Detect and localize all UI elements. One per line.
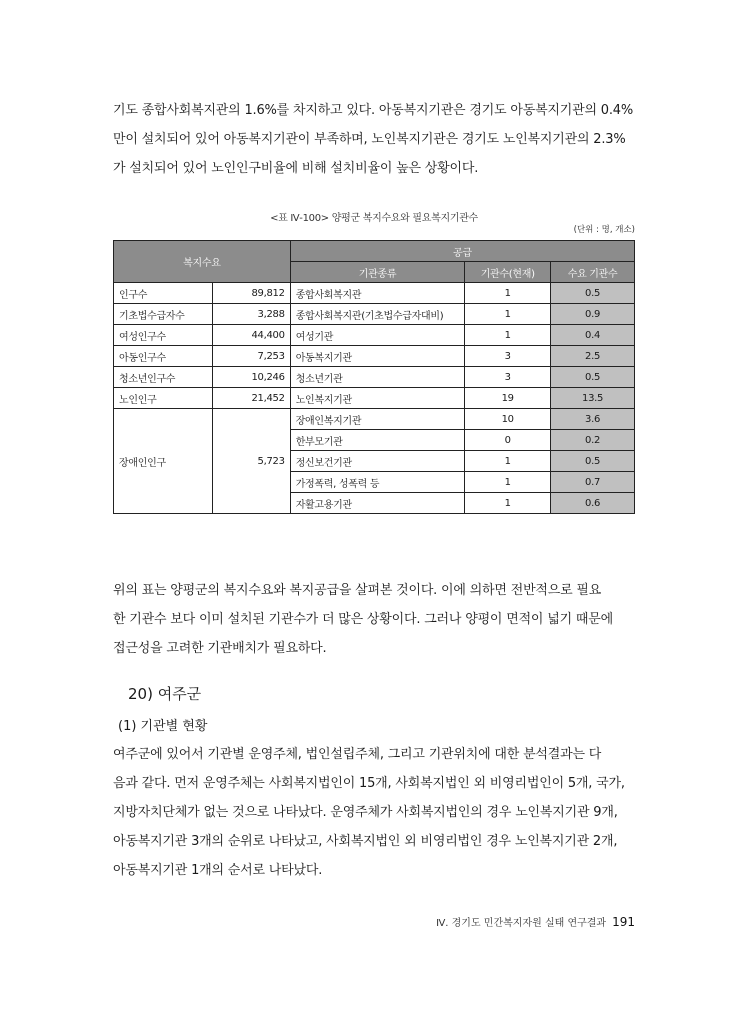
section-title: 20) 여주군 bbox=[128, 685, 202, 703]
intro-paragraph bbox=[113, 96, 635, 183]
text-line: 아동복지기관 1개의 순서로 나타났다. bbox=[113, 863, 323, 878]
population-cell: 44,400 bbox=[212, 325, 290, 346]
table-row bbox=[114, 325, 635, 346]
header-type: 기관종류 bbox=[290, 262, 465, 283]
text-line: 한 기관수 보다 이미 설치된 기관수가 더 많은 상황이다. 그러나 양평이 면적이 넓기 때문에 bbox=[113, 612, 613, 627]
current-count-cell: 1 bbox=[465, 493, 551, 514]
table-caption: <표 Ⅳ-100> 양평군 복지수요와 필요복지기관수 bbox=[270, 213, 478, 224]
subsection-title: (1) 기관별 현황 bbox=[118, 719, 208, 734]
institution-type-cell: 장애인복지기관 bbox=[290, 409, 465, 430]
current-count-cell: 1 bbox=[465, 283, 551, 304]
current-count-cell: 3 bbox=[465, 367, 551, 388]
population-cell: 10,246 bbox=[212, 367, 290, 388]
table-row bbox=[114, 367, 635, 388]
table-row bbox=[114, 304, 635, 325]
current-count-cell: 0 bbox=[465, 430, 551, 451]
header-demand: 복지수요 bbox=[114, 241, 291, 283]
text-line: 지방자치단체가 없는 것으로 나타났다. 운영주체가 사회복지법인의 경우 노인복지기관 9개, bbox=[113, 805, 618, 820]
text-line: 위의 표는 양평군의 복지수요와 복지공급을 살펴본 것이다. 이에 의하면 전반적으로 필요 bbox=[113, 583, 602, 598]
needed-count-cell: 0.2 bbox=[551, 430, 635, 451]
table-row bbox=[114, 409, 635, 430]
text-line: 가 설치되어 있어 노인인구비율에 비해 설치비율이 높은 상황이다. bbox=[113, 161, 479, 176]
institution-type-cell: 아동복지기관 bbox=[290, 346, 465, 367]
needed-count-cell: 0.4 bbox=[551, 325, 635, 346]
demand-cell: 인구수 bbox=[114, 283, 213, 304]
text-line: 만이 설치되어 있어 아동복지기관이 부족하며, 노인복지기관은 경기도 노인복지기관의 2.3% bbox=[113, 132, 626, 147]
header-need: 수요 기관수 bbox=[551, 262, 635, 283]
population-cell: 5,723 bbox=[212, 409, 290, 514]
current-count-cell: 10 bbox=[465, 409, 551, 430]
institution-type-cell: 정신보건기관 bbox=[290, 451, 465, 472]
current-count-cell: 1 bbox=[465, 304, 551, 325]
needed-count-cell: 3.6 bbox=[551, 409, 635, 430]
text-line: 음과 같다. 먼저 운영주체는 사회복지법인이 15개, 사회복지법인 외 비영리법인이 5개, 국가, bbox=[113, 776, 625, 791]
table-row bbox=[114, 346, 635, 367]
current-count-cell: 1 bbox=[465, 325, 551, 346]
institution-type-cell: 자활고용기관 bbox=[290, 493, 465, 514]
needed-count-cell: 0.5 bbox=[551, 367, 635, 388]
institution-type-cell: 여성기관 bbox=[290, 325, 465, 346]
page-number: 191 bbox=[612, 915, 635, 929]
header-supply: 공급 bbox=[290, 241, 634, 262]
text-line: 여주군에 있어서 기관별 운영주체, 법인설립주체, 그리고 기관위치에 대한 분석결과는 다 bbox=[113, 747, 602, 762]
demand-cell: 청소년인구수 bbox=[114, 367, 213, 388]
population-cell: 7,253 bbox=[212, 346, 290, 367]
population-cell: 89,812 bbox=[212, 283, 290, 304]
text-line: 접근성을 고려한 기관배치가 필요하다. bbox=[113, 641, 327, 656]
analysis-paragraph bbox=[113, 740, 635, 885]
needed-count-cell: 0.6 bbox=[551, 493, 635, 514]
demand-cell: 장애인인구 bbox=[114, 409, 213, 514]
institution-type-cell: 종합사회복지관(기초법수급자대비) bbox=[290, 304, 465, 325]
demand-cell: 아동인구수 bbox=[114, 346, 213, 367]
text-line: 기도 종합사회복지관의 1.6%를 차지하고 있다. 아동복지기관은 경기도 아동복지기관의 0.4% bbox=[113, 103, 634, 118]
needed-count-cell: 13.5 bbox=[551, 388, 635, 409]
population-cell: 21,452 bbox=[212, 388, 290, 409]
needed-count-cell: 2.5 bbox=[551, 346, 635, 367]
needed-count-cell: 0.9 bbox=[551, 304, 635, 325]
institution-type-cell: 종합사회복지관 bbox=[290, 283, 465, 304]
welfare-table bbox=[113, 240, 635, 514]
table-row bbox=[114, 388, 635, 409]
header-count: 기관수(현재) bbox=[465, 262, 551, 283]
table-unit: (단위 : 명, 개소) bbox=[573, 225, 635, 235]
page-footer bbox=[436, 914, 635, 929]
population-cell: 3,288 bbox=[212, 304, 290, 325]
current-count-cell: 1 bbox=[465, 451, 551, 472]
table-row bbox=[114, 283, 635, 304]
footer-chapter: Ⅳ. 경기도 민간복지자원 실태 연구결과 bbox=[436, 918, 607, 929]
summary-paragraph bbox=[113, 576, 635, 663]
institution-type-cell: 청소년기관 bbox=[290, 367, 465, 388]
demand-cell: 기초법수급자수 bbox=[114, 304, 213, 325]
institution-type-cell: 노인복지기관 bbox=[290, 388, 465, 409]
needed-count-cell: 0.5 bbox=[551, 283, 635, 304]
text-line: 아동복지기관 3개의 순위로 나타났고, 사회복지법인 외 비영리법인 경우 노인복지기관 2개, bbox=[113, 834, 618, 849]
needed-count-cell: 0.5 bbox=[551, 451, 635, 472]
institution-type-cell: 가정폭력, 성폭력 등 bbox=[290, 472, 465, 493]
demand-cell: 여성인구수 bbox=[114, 325, 213, 346]
current-count-cell: 1 bbox=[465, 472, 551, 493]
current-count-cell: 19 bbox=[465, 388, 551, 409]
current-count-cell: 3 bbox=[465, 346, 551, 367]
demand-cell: 노인인구 bbox=[114, 388, 213, 409]
needed-count-cell: 0.7 bbox=[551, 472, 635, 493]
institution-type-cell: 한부모기관 bbox=[290, 430, 465, 451]
